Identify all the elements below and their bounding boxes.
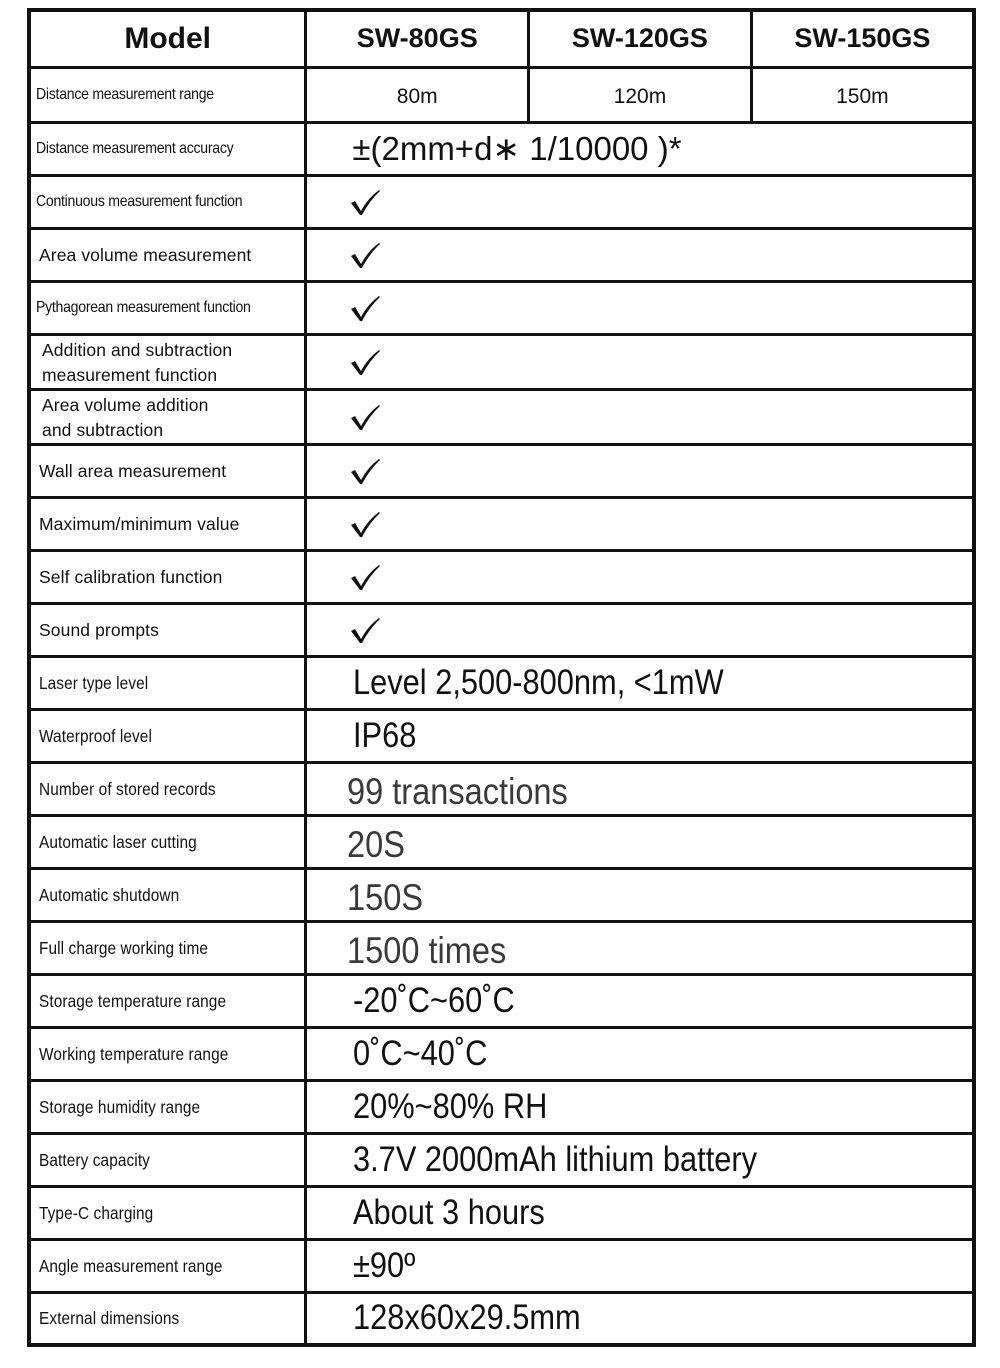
- row-value: [306, 175, 974, 228]
- row-value: ±(2mm+d∗ 1/10000 )*: [306, 122, 974, 175]
- feature-rows: [29, 175, 974, 656]
- check-icon: [349, 457, 381, 485]
- range-value-150gs: 150m: [751, 67, 974, 122]
- row-value: [306, 444, 974, 497]
- row-label: [29, 1292, 306, 1345]
- row-label-text: Wall area measurement: [39, 460, 227, 481]
- row-label: [29, 815, 306, 868]
- row-label: [29, 444, 306, 497]
- row-value-text: ±90º: [353, 1245, 416, 1285]
- check-icon: [349, 348, 381, 376]
- table-row: [29, 122, 974, 175]
- row-value-text: IP68: [353, 715, 417, 755]
- spec-rows: [29, 656, 974, 1345]
- row-label-text: Automatic shutdown: [39, 884, 180, 905]
- row-value-text: 0˚C~40˚C: [353, 1033, 488, 1073]
- row-value: [306, 656, 974, 709]
- model-sw-120gs: SW-120GS: [529, 10, 752, 67]
- table-row: [29, 228, 974, 281]
- header-row: [29, 10, 974, 67]
- table-row: [29, 815, 974, 868]
- row-label-text: Number of stored records: [39, 778, 216, 799]
- model-header: Model: [29, 10, 306, 67]
- range-value-120gs: 120m: [529, 67, 752, 122]
- row-label-text: Continuous measurement function: [36, 192, 243, 210]
- table-row: [29, 1133, 974, 1186]
- table-row: [29, 762, 974, 815]
- check-icon: [349, 294, 381, 322]
- row-label-text: Automatic laser cutting: [39, 831, 197, 852]
- row-label: [29, 334, 306, 389]
- table-row: [29, 281, 974, 334]
- spec-table: [27, 8, 976, 1347]
- model-sw-80gs: SW-80GS: [306, 10, 529, 67]
- row-value-text: 3.7V 2000mAh lithium battery: [353, 1139, 758, 1179]
- row-label: [29, 1133, 306, 1186]
- row-value: [306, 921, 974, 974]
- row-value: [306, 815, 974, 868]
- row-value: [306, 334, 974, 389]
- check-icon: [349, 403, 381, 431]
- row-value: [306, 709, 974, 762]
- table-row: [29, 550, 974, 603]
- table-row: [29, 1186, 974, 1239]
- row-label-text: Self calibration function: [39, 566, 223, 587]
- row-label: [29, 1239, 306, 1292]
- row-label: [29, 1080, 306, 1133]
- row-label: [29, 550, 306, 603]
- row-label-text: Storage humidity range: [39, 1096, 201, 1117]
- row-value: [306, 550, 974, 603]
- row-label: [29, 389, 306, 444]
- row-value-text: 20S: [347, 823, 406, 865]
- table-row: [29, 656, 974, 709]
- check-icon: [349, 563, 381, 591]
- table-row: [29, 1292, 974, 1345]
- row-value-text: 1500 times: [347, 929, 507, 971]
- table-row: [29, 709, 974, 762]
- row-label-text: Storage temperature range: [39, 990, 227, 1011]
- row-value-text: 20%~80% RH: [353, 1086, 548, 1126]
- table-row: [29, 389, 974, 444]
- row-value: [306, 974, 974, 1027]
- row-label: [29, 67, 306, 122]
- row-value: [306, 1133, 974, 1186]
- row-label: [29, 603, 306, 656]
- row-value: [306, 603, 974, 656]
- row-label-text: Distance measurement range: [36, 85, 214, 103]
- table-row: [29, 868, 974, 921]
- row-label-text: Distance measurement accuracy: [36, 139, 234, 157]
- row-value: [306, 1080, 974, 1133]
- row-label: [29, 1027, 306, 1080]
- row-label-text: Laser type level: [39, 672, 149, 693]
- table-row: [29, 1239, 974, 1292]
- check-icon: [349, 510, 381, 538]
- row-label-line: and subtraction: [42, 419, 164, 440]
- row-value: [306, 1292, 974, 1345]
- table-row: [29, 444, 974, 497]
- row-label: [29, 497, 306, 550]
- row-value-text: -20˚C~60˚C: [353, 980, 516, 1020]
- row-label-line: Area volume addition: [42, 394, 209, 415]
- row-label: [29, 1186, 306, 1239]
- row-label: [29, 974, 306, 1027]
- row-label: [29, 175, 306, 228]
- table-row: [29, 175, 974, 228]
- row-value: [306, 497, 974, 550]
- model-sw-150gs: SW-150GS: [751, 10, 974, 67]
- row-label-text: Waterproof level: [39, 725, 152, 746]
- row-value: [306, 1239, 974, 1292]
- row-label-line: Addition and subtraction: [42, 339, 233, 360]
- row-value-text: 128x60x29.5mm: [353, 1298, 582, 1338]
- row-label: [29, 868, 306, 921]
- range-value-80gs: 80m: [306, 67, 529, 122]
- row-label-text: Full charge working time: [39, 937, 209, 958]
- row-value: [306, 868, 974, 921]
- row-label-text: Type-C charging: [39, 1202, 154, 1223]
- row-label-text: Pythagorean measurement function: [36, 298, 251, 316]
- table-row: [29, 67, 974, 122]
- row-value-text: 150S: [347, 876, 424, 918]
- row-value-text: Level 2,500-800nm, <1mW: [353, 662, 725, 702]
- row-label-text: Maximum/minimum value: [39, 513, 240, 534]
- row-label: [29, 122, 306, 175]
- row-value-text: About 3 hours: [353, 1192, 546, 1232]
- row-label-text: Sound prompts: [39, 619, 159, 640]
- row-label-text: Battery capacity: [39, 1149, 150, 1170]
- check-icon: [349, 241, 381, 269]
- table-row: [29, 1027, 974, 1080]
- row-label: [29, 228, 306, 281]
- table-row: [29, 603, 974, 656]
- table-row: [29, 497, 974, 550]
- row-label-text: External dimensions: [39, 1308, 180, 1329]
- row-label: [29, 709, 306, 762]
- row-value: [306, 281, 974, 334]
- row-label-text: Working temperature range: [39, 1043, 229, 1064]
- row-label: [29, 762, 306, 815]
- row-value: [306, 762, 974, 815]
- row-label-line: measurement function: [42, 364, 218, 385]
- table-row: [29, 974, 974, 1027]
- table-row: [29, 334, 974, 389]
- check-icon: [349, 616, 381, 644]
- table-row: [29, 1080, 974, 1133]
- row-value: [306, 1027, 974, 1080]
- row-label-text: Angle measurement range: [39, 1255, 223, 1276]
- row-label: [29, 921, 306, 974]
- row-label: [29, 281, 306, 334]
- row-value: [306, 228, 974, 281]
- row-value-text: 99 transactions: [347, 770, 569, 812]
- row-label-text: Area volume measurement: [39, 244, 252, 265]
- row-value: [306, 1186, 974, 1239]
- check-icon: [349, 188, 381, 216]
- row-label: [29, 656, 306, 709]
- table-row: [29, 921, 974, 974]
- row-value: [306, 389, 974, 444]
